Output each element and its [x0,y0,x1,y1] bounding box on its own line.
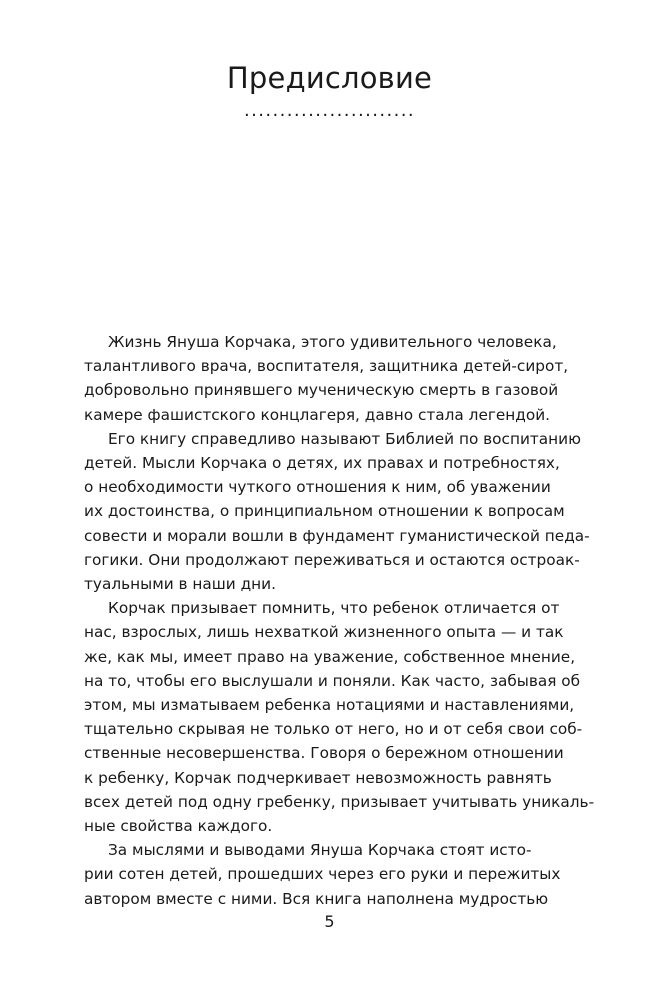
chapter-title: Предисловие [226,61,433,95]
text-line: автором вместе с ними. Вся книга наполнена мудростью [84,889,549,908]
text-line: этом, мы изматываем ребенка нотациями и наставлениями, [84,696,575,715]
text-line: камере фашистского концлагеря, давно стала легендой. [84,405,551,424]
text-line: туальными в наши дни. [84,575,276,594]
text-line: Корчак призывает помнить, что ребенок отличается от [108,599,560,618]
text-line: их достоинства, о принципиальном отношении к вопросам [84,502,565,521]
paragraph [84,596,595,838]
text-line: же, как мы, имеет право на уважение, собственное мнение, [84,647,576,666]
text-line: ственные несовершенства. Говоря о бережном отношении [84,744,564,763]
text-line: совести и морали вошли в фундамент гуманистической педа- [84,526,590,545]
paragraph [84,427,590,596]
text-line: Его книгу справедливо называют Библией по воспитанию [108,429,581,448]
text-line: гогики. Они продолжают переживаться и остаются остроак- [84,550,580,569]
page-number: 5 [324,912,335,931]
text-line: к ребенку, Корчак подчеркивает невозможность равнять [84,768,552,787]
text-line: детей. Мысли Корчака о детях, их правах и потребностях, [84,454,560,473]
paragraph [84,838,561,911]
title-ornament: ........................ [244,100,415,121]
body-text [84,330,595,911]
text-line: на то, чтобы его выслушали и поняли. Как часто, забывая об [84,671,581,690]
text-line: Жизнь Януша Корчака, этого удивительного человека, [108,333,557,351]
text-line: За мыслями и выводами Януша Корчака стоят исто- [108,841,532,860]
text-line: нас, взрослых, лишь нехваткой жизненного опыта — и так [84,623,564,642]
text-line: всех детей под одну гребенку, призывает учитывать уникаль- [84,792,595,811]
text-line: ные свойства каждого. [84,817,273,836]
text-line: тщательно скрывая не только от него, но и от себя свои соб- [84,720,583,739]
text-line: о необходимости чуткого отношения к ним, об уважении [84,478,551,497]
text-line: добровольно принявшего мученическую смерть в газовой [84,381,559,400]
text-line: талантливого врача, воспитателя, защитника детей-сирот, [84,357,569,376]
text-line: рии сотен детей, прошедших через его руки и пережитых [84,865,561,884]
paragraph [84,330,569,427]
